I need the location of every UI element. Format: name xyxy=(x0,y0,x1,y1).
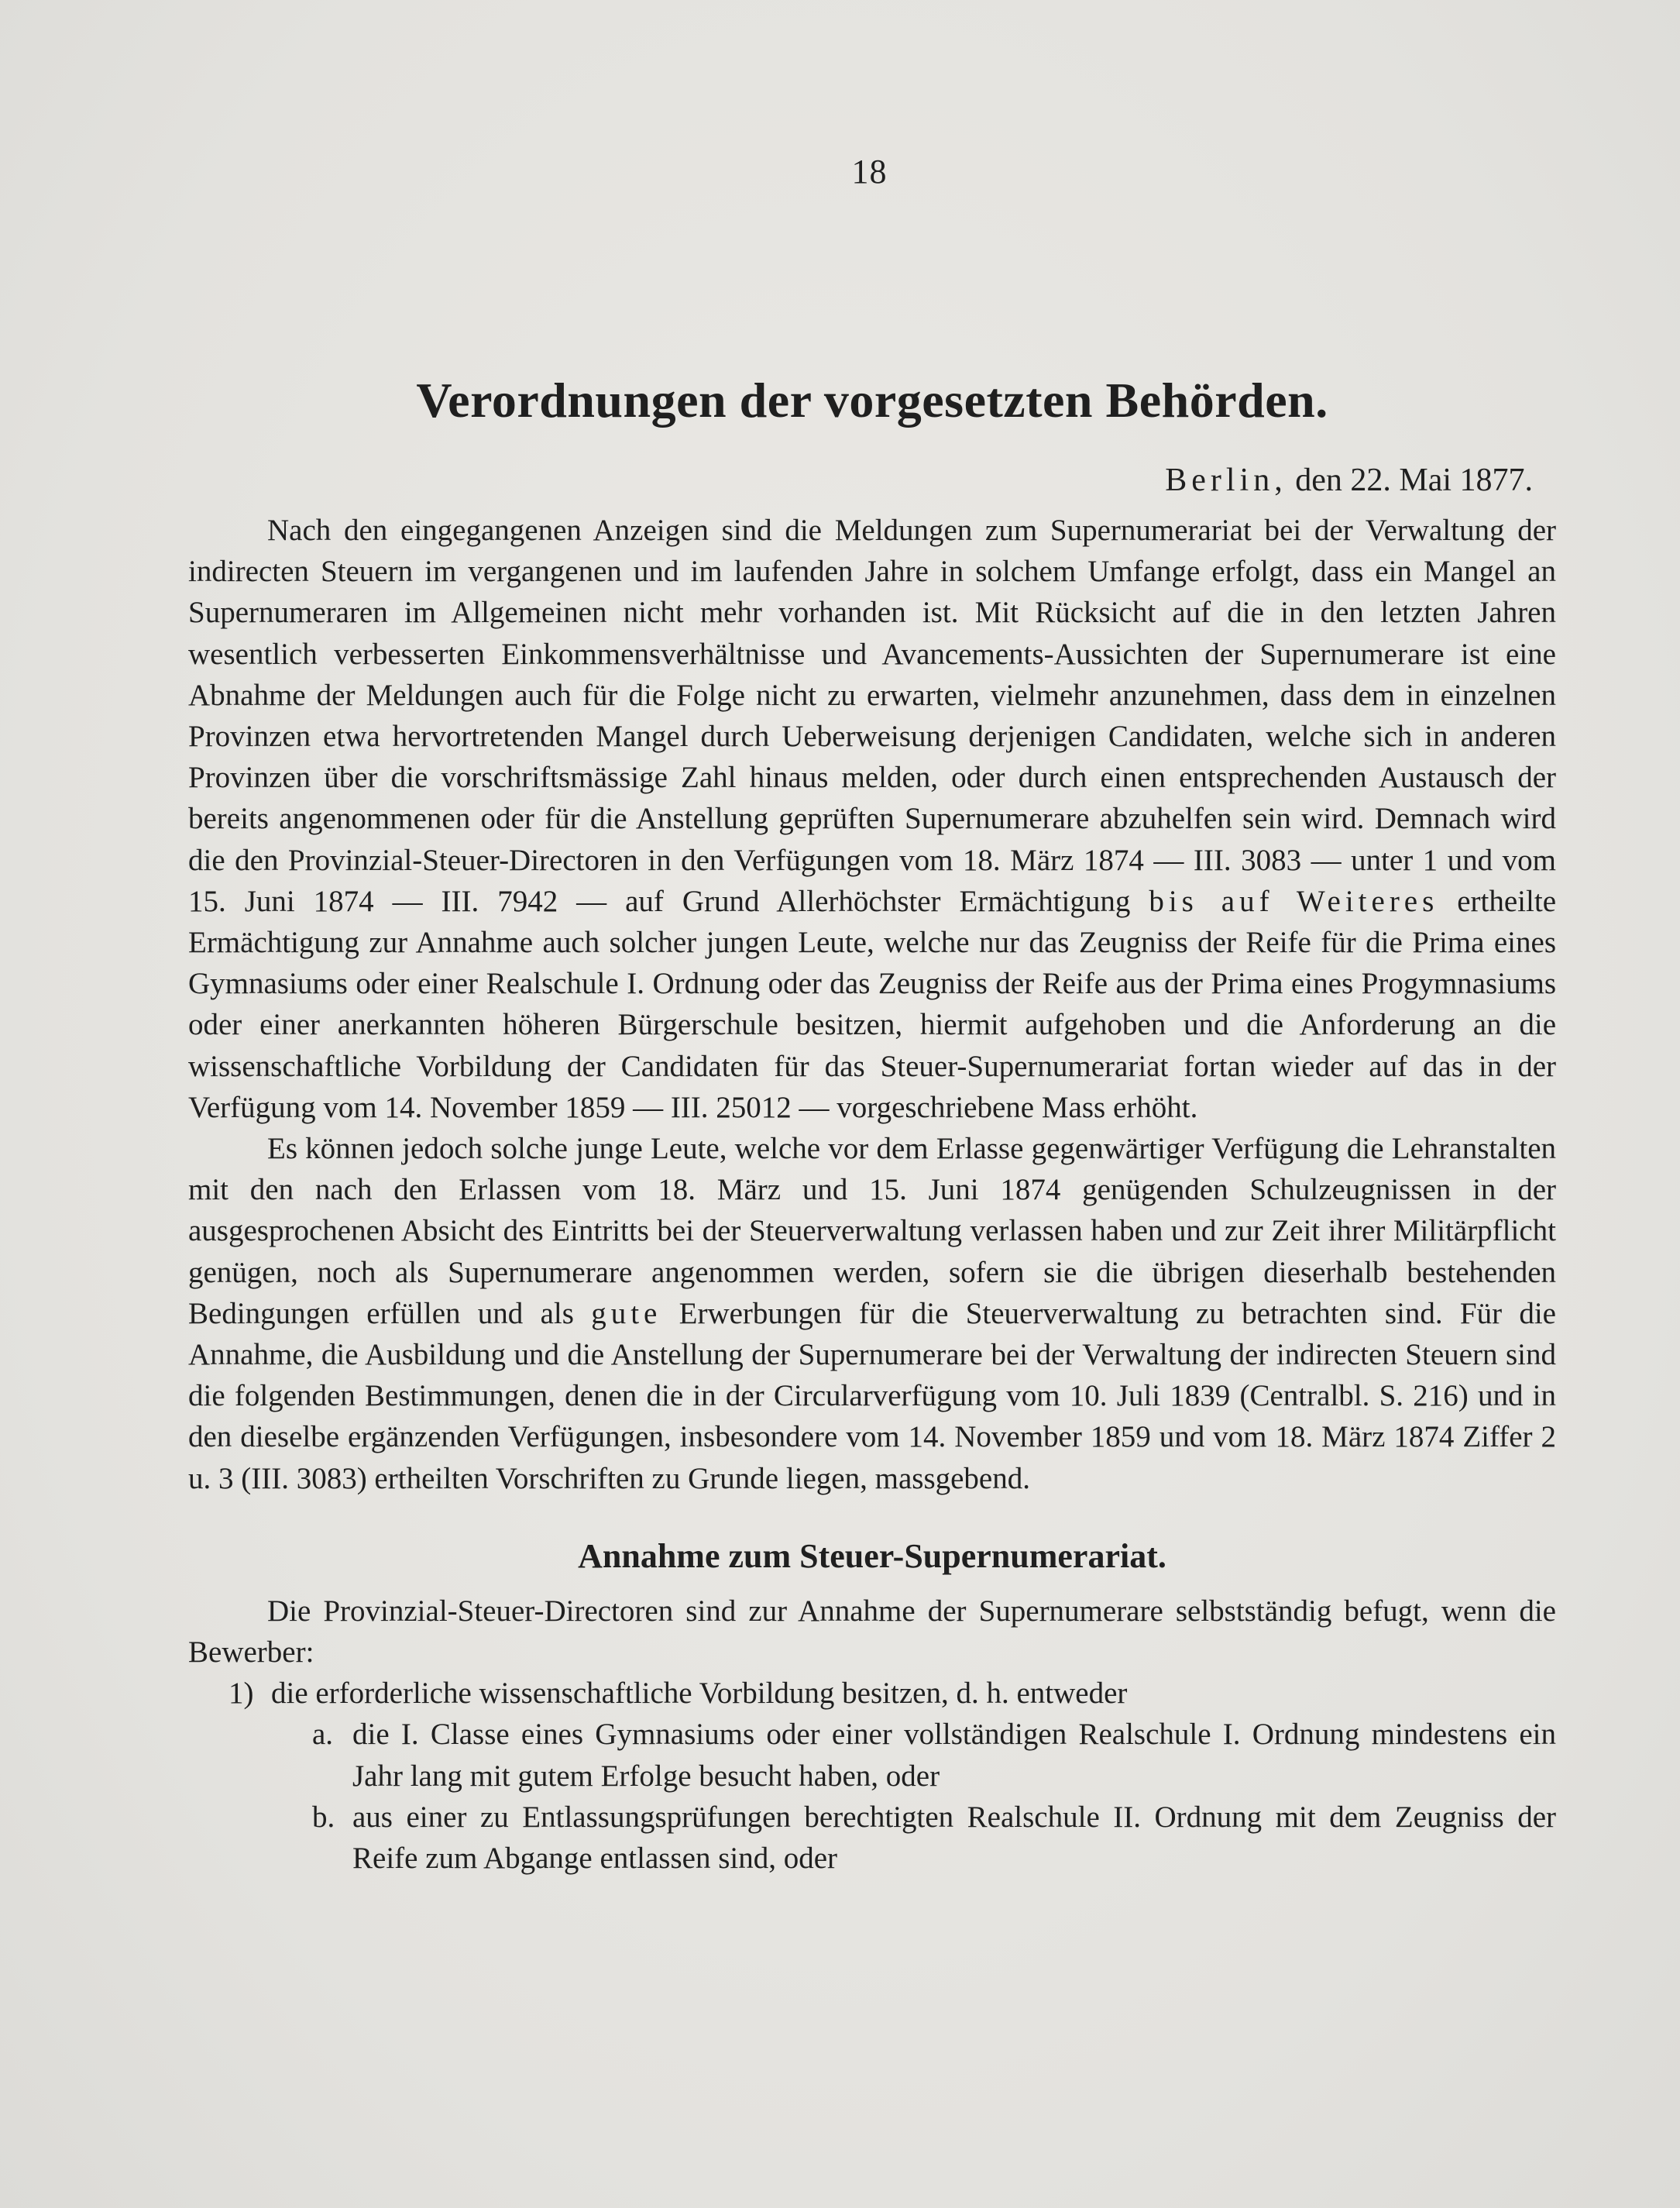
list-item-marker: 1) xyxy=(228,1677,254,1711)
list-item-marker: b. xyxy=(312,1800,335,1834)
list-item-marker: a. xyxy=(312,1718,334,1752)
page-number: 18 xyxy=(851,153,888,191)
list-item xyxy=(188,1714,1556,1796)
paragraph-2-part-2: Erwerbungen für die Steuerverwaltung zu betrachten sind. Für die Annahme, die Ausbildung und die Anstellung der Supernumerare bei der Verwaltung der indirecten Steuern sind die folgenden Bestimmungen, denen die in der Circularverfügung vom 10. Juli 1839 (Centralbl. S. 216) und in den dieselbe ergänzenden Verfügungen, insbesondere vom 14. November 1859 und vom 18. März 1874 Ziffer 2 u. 3 (III. 3083) ertheilten Vorschriften zu Grunde liegen, massgebend. xyxy=(188,1296,1556,1495)
list-item-text: die I. Classe eines Gymnasiums oder einer vollständigen Realschule I. Ordnung mindestens ein Jahr lang mit gutem Erfolge besucht haben, oder xyxy=(352,1718,1556,1793)
section-heading: Annahme zum Steuer-Supernumerariat. xyxy=(578,1536,1166,1575)
paragraph-2 xyxy=(188,1128,1556,1499)
list-item xyxy=(188,1673,1556,1714)
paragraph-1-part-1: Nach den eingegangenen Anzeigen sind die Meldungen zum Supernumerariat bei der Verwaltung der indirecten Steuern im vergangenen und im laufenden Jahre in solchem Umfange erfolgt, dass ein Mangel an Supernumeraren im Allgemeinen nicht mehr vorhanden ist. Mit Rücksicht auf die in den letzten Jahren wesentlich verbesserten Einkommensverhältnisse und Avancements-Aussichten der Supernumerare ist eine Abnahme der Meldungen auch für die Folge nicht zu erwarten, vielmehr anzunehmen, dass dem in einzelnen Provinzen etwa hervortretenden Mangel durch Ueberweisung derjenigen Candidaten, welche sich in anderen Provinzen über die vorschriftsmässige Zahl hinaus melden, oder durch einen entsprechenden Austausch der bereits angenommenen oder für die Anstellung geprüften Supernumerare abzuhelfen sein wird. Demnach wird die den Provinzial-Steuer-Directoren in den Verfügungen vom 18. März 1874 — III. 3083 — unter 1 und vom 15. Juni 1874 — III. 7942 — auf Grund Allerhöchster Ermächtigung xyxy=(188,514,1556,918)
list-item xyxy=(188,1797,1556,1879)
paragraph-1 xyxy=(188,510,1556,1128)
list-item-text: aus einer zu Entlassungsprüfungen berechtigten Realschule II. Ordnung mit dem Zeugniss der Reife zum Abgange entlassen sind, oder xyxy=(352,1800,1556,1876)
paragraph-2-part-1: Es können jedoch solche junge Leute, welche vor dem Erlasse gegenwärtiger Verfügung die Lehranstalten mit den nach den Erlassen vom 18. März und 15. Juni 1874 genügenden Schulzeugnissen in der ausgesprochenen Absicht des Eintritts bei der Steuerverwaltung verlassen haben und zur Zeit ihrer Militärpflicht genügen, noch als Supernumerare angenommen werden, sofern sie die übrigen dieserhalb bestehenden Bedingungen erfüllen und als xyxy=(188,1132,1556,1330)
paragraph-1-emphasis: bis auf Weiteres xyxy=(1149,884,1439,918)
list-item-text: die erforderliche wissenschaftliche Vorbildung besitzen, d. h. entweder xyxy=(271,1677,1128,1711)
paragraph-3: Die Provinzial-Steuer-Directoren sind zur Annahme der Supernumerare selbstständig befugt, wenn die Bewerber: xyxy=(188,1594,1556,1670)
page-title: Verordnungen der vorgesetzten Behörden. xyxy=(416,373,1328,428)
dateline-place: Berlin, xyxy=(1165,463,1287,498)
page-content xyxy=(188,372,1556,1879)
requirements-list xyxy=(188,1673,1556,1879)
dateline xyxy=(188,462,1533,499)
paragraph-1-part-2: ertheilte Ermächtigung zur Annahme auch solcher jungen Leute, welche nur das Zeugniss der Reife für die Prima eines Gymnasiums oder einer Realschule I. Ordnung oder das Zeugniss der Reife aus der Prima eines Progymnasiums oder einer anerkannten höheren Bürgerschule besitzen, hiermit aufgehoben und die Anforderung an die wissenschaftliche Vorbildung der Candidaten für das Steuer-Supernumerariat fortan wieder auf das in der Verfügung vom 14. November 1859 — III. 25012 — vorgeschriebene Mass erhöht. xyxy=(188,884,1556,1124)
paragraph-2-emphasis: gute xyxy=(591,1296,662,1330)
dateline-date: den 22. Mai 1877. xyxy=(1287,463,1533,498)
